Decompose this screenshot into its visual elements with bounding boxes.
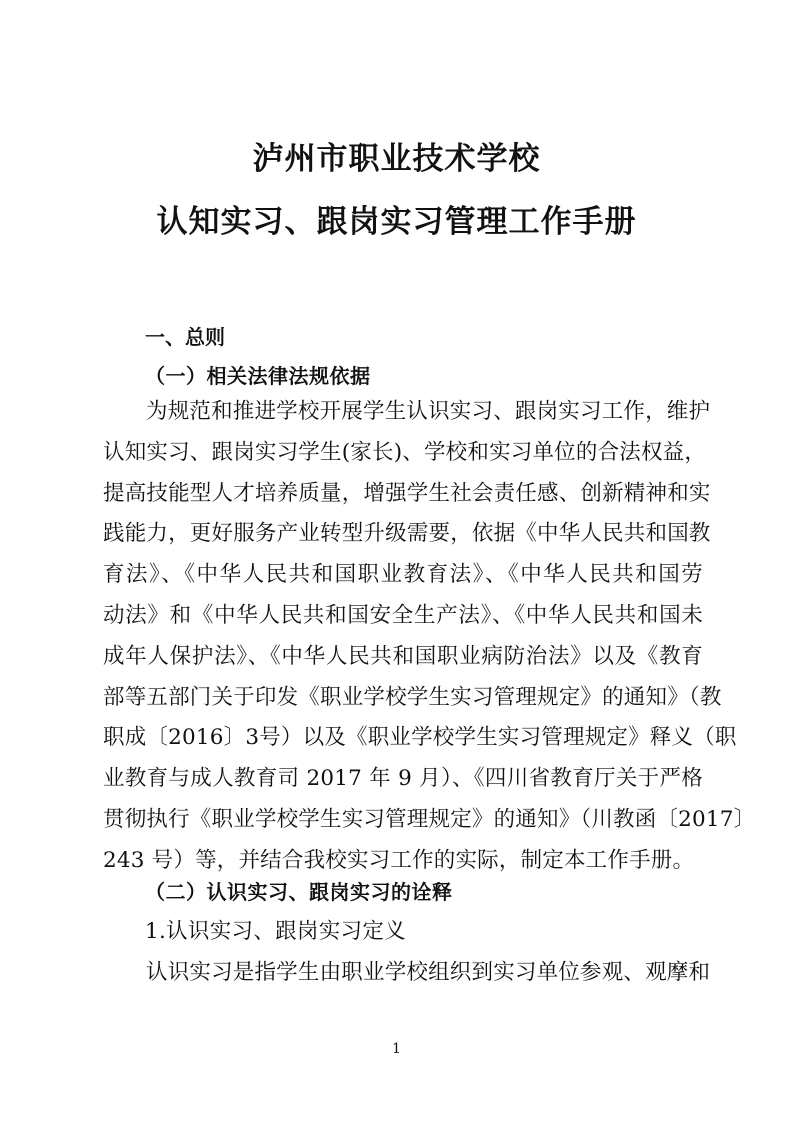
document-title-line1: 泸州市职业技术学校 — [252, 141, 541, 177]
paragraph-legal-basis — [103, 392, 756, 882]
paragraph-line: 为规范和推进学校开展学生认识实习、跟岗实习工作，维护 — [146, 399, 711, 424]
paragraph-line: 践能力，更好服务产业转型升级需要，依据《中华人民共和国教 — [103, 521, 711, 547]
paragraph-line: 认识实习是指学生由职业学校组织到实习单位参观、观摩和 — [146, 960, 711, 985]
paragraph-line: 部等五部门关于印发《职业学校学生实习管理规定》的通知》（教 — [103, 684, 722, 710]
paragraph-line: 动法》和《中华人民共和国安全生产法》、《中华人民共和国未 — [103, 602, 703, 628]
paragraph-line: 育法》、《中华人民共和国职业教育法》、《中华人民共和国劳 — [103, 562, 703, 588]
paragraph-line: 贯彻执行《职业学校学生实习管理规定》的通知》（川教函〔2017〕 — [103, 806, 756, 832]
document-title-line2: 认知实习、跟岗实习管理工作手册 — [156, 204, 637, 240]
subsection-heading-legal-basis: （一）相关法律法规依据 — [145, 364, 371, 388]
paragraph-line: 认知实习、跟岗实习学生(家长)、学校和实习单位的合法权益， — [103, 439, 707, 465]
paragraph-line: 业教育与成人教育司 2017 年 9 月）、《四川省教育厅关于严格 — [103, 766, 703, 792]
paragraph-line: 成年人保护法》、《中华人民共和国职业病防治法》以及《教育 — [103, 643, 703, 669]
page-number: 1 — [392, 1041, 401, 1057]
item-heading-definition: 1.认识实习、跟岗实习定义 — [145, 919, 406, 944]
subsection-heading-interpretation: （二）认识实习、跟岗实习的诠释 — [145, 880, 453, 904]
paragraph-line: 提高技能型人才培养质量，增强学生社会责任感、创新精神和实 — [103, 480, 711, 506]
paragraph-definition — [103, 953, 711, 994]
section-heading-general: 一、总则 — [145, 325, 225, 349]
paragraph-line: 243 号）等，并结合我校实习工作的实际，制定本工作手册。 — [103, 847, 695, 873]
paragraph-line: 职成〔2016〕3号）以及《职业学校学生实习管理规定》释义（职 — [103, 725, 737, 751]
